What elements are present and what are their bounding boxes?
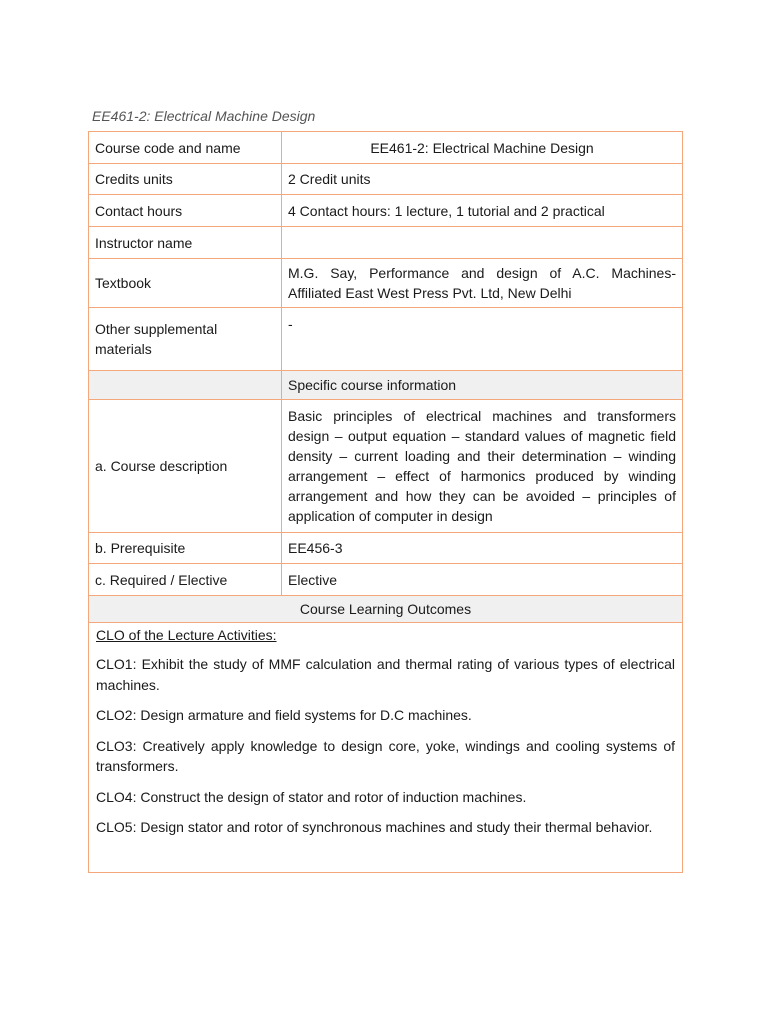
prerequisite-label: b. Prerequisite [89,533,282,564]
course-code-value: EE461-2: Electrical Machine Design [282,132,683,164]
clo-item: CLO2: Design armature and field systems for D.C machines. [96,707,472,723]
table-row [89,564,683,596]
supplemental-value: - [282,308,683,371]
prerequisite-value: EE456-3 [282,533,683,564]
table-row [89,400,683,533]
contact-hours-label: Contact hours [89,195,282,227]
clo-item: CLO4: Construct the design of stator and rotor of induction machines. [96,788,527,805]
clo-item: CLO1: Exhibit the study of MMF calculation and thermal rating of various types of electrical machines. [96,656,675,693]
specific-info-heading: Specific course information [282,371,683,400]
clo-subheading: CLO of the Lecture Activities: [96,627,277,643]
table-row [89,596,683,623]
course-description-label: a. Course description [89,400,282,533]
instructor-label: Instructor name [89,227,282,259]
required-elective-label: c. Required / Elective [89,564,282,596]
textbook-label: Textbook [89,259,282,308]
learning-outcomes-body [89,623,683,873]
table-row [89,533,683,564]
table-row [89,371,683,400]
table-row [89,227,683,259]
course-info-table [88,131,683,873]
table-row [89,308,683,371]
credits-value: 2 Credit units [282,164,683,195]
table-row [89,623,683,873]
required-elective-value: Elective [282,564,683,596]
document-title: EE461-2: Electrical Machine Design [92,108,316,124]
clo-item: CLO5: Design stator and rotor of synchronous machines and study their thermal behavior. [96,819,653,835]
table-row [89,132,683,164]
clo-item: CLO3: Creatively apply knowledge to design core, yoke, windings and cooling systems of transformers. [96,737,675,774]
section-spacer [89,371,282,400]
table-row [89,164,683,195]
table-row [89,259,683,308]
table-row [89,195,683,227]
course-description-value: Basic principles of electrical machines and transformers design – output equation – standard values of magnetic field density – current loading and their determination – winding arrangement – effect of harmonics produced by winding arrangement and how they can be avoided – principles of application of computer in design [282,400,683,533]
course-code-label: Course code and name [89,132,282,164]
contact-hours-value: 4 Contact hours: 1 lecture, 1 tutorial and 2 practical [282,195,683,227]
supplemental-label: Other supplemental materials [89,308,282,371]
learning-outcomes-heading: Course Learning Outcomes [89,596,683,623]
textbook-value: M.G. Say, Performance and design of A.C. Machines- Affiliated East West Press Pvt. Ltd, New Delhi [282,259,683,308]
instructor-value [282,227,683,259]
credits-label: Credits units [89,164,282,195]
